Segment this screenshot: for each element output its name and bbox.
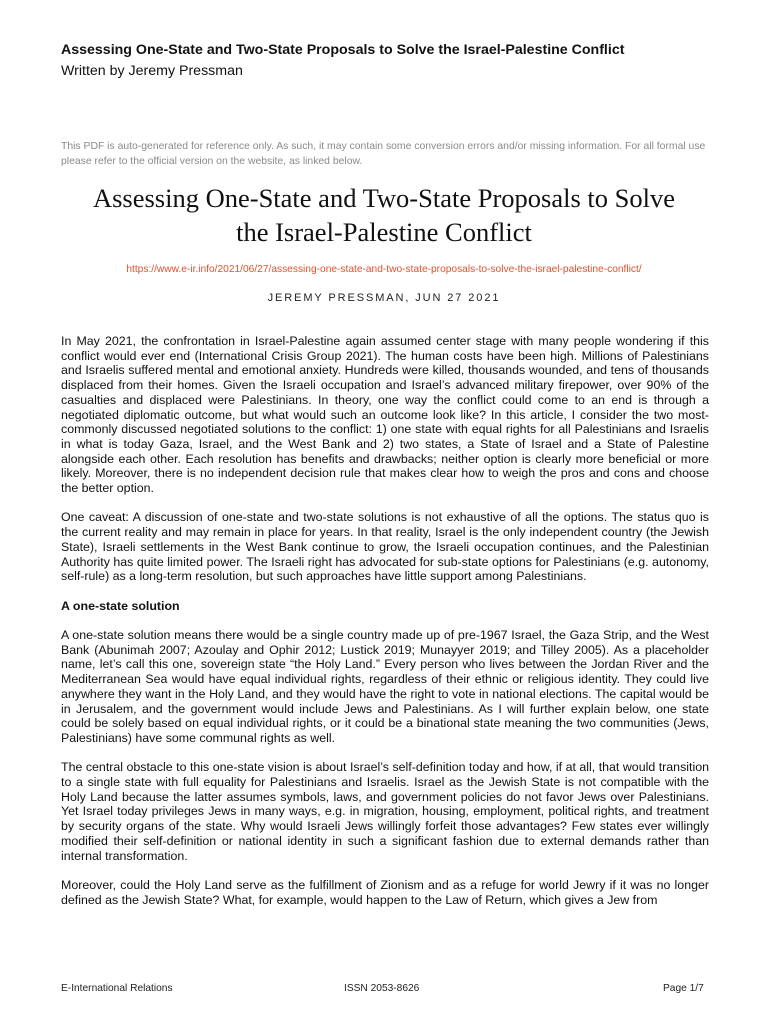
body-paragraph-2: One caveat: A discussion of one-state and two-state solutions is not exhaustive of all the options. The status quo is the current reality and may remain in place for years. In that reality, Israel is the only independent country (the Jewish State), Israeli settlements in the West Bank continue to grow, the Israeli occupation continues, and the Palestinian Authority has quite limited power. The Israeli right has advocated for sub-state options for Palestinians (e.g. autonomy, self-rule) as a long-term resolution, but such approaches have little support among Palestinians. — [61, 510, 709, 584]
body-paragraph-5: Moreover, could the Holy Land serve as the fulfillment of Zionism and as a refuge for world Jewry if it was no longer defined as the Jewish State? What, for example, would happen to the Law of Return, which gives a Jew from — [61, 877, 709, 907]
article-title — [40, 181, 728, 249]
body-paragraph-3: A one-state solution means there would be a single country made up of pre-1967 Israel, the Gaza Strip, and the West Bank (Abunimah 2007; Azoulay and Ophir 2012; Lustick 2019; Munayyer 2019; and Tilley 2005). As a placeholder name, let’s call this one, sovereign state “the Holy Land.” Every person who lives between the Jordan River and the Mediterranean Sea would have equal individual rights, regardless of their ethnic or religious identity. They could live anywhere they want in the Holy Land, and they would have the right to vote in national elections. The capital would be in Jerusalem, and the government would include Jews and Palestinians. As I will further explain below, one state could be solely based on equal individual rights, or it could be a binational state meaning the two communities (Jews, Palestinians) have some communal rights as well. — [61, 628, 709, 745]
article-url-link[interactable]: https://www.e-ir.info/2021/06/27/assessing-one-state-and-two-state-proposals-to-solve-the-israel-palestine-conflict/ — [126, 264, 642, 275]
header-title: Assessing One-State and Two-State Proposals to Solve the Israel-Palestine Conflict — [61, 42, 625, 58]
article-byline: JEREMY PRESSMAN, JUN 27 2021 — [267, 292, 501, 304]
footer-page-number: Page 1/7 — [663, 983, 704, 994]
disclaimer-note: This PDF is auto-generated for reference only. As such, it may contain some conversion errors and/or missing information. For all formal use please refer to the official version on the website, as linked below. — [61, 141, 706, 167]
body-paragraph-4: The central obstacle to this one-state vision is about Israel’s self-definition today and how, if at all, that would transition to a single state with full equality for Palestinians and Israelis. Israel as the Jewish State is not compatible with the Holy Land because the latter assumes symbols, laws, and government policies do not favor Jews over Palestinians. Yet Israel today privileges Jews in many ways, e.g. in migration, housing, employment, political rights, and treatment by security organs of the state. Why would Israeli Jews willingly forfeit those advantages? Few states ever willingly modified their self-definition or national identity in such a significant fashion due to external demands rather than internal transformation. — [61, 760, 709, 863]
section-heading: A one-state solution — [61, 598, 180, 613]
article-title-line-1: Assessing One-State and Two-State Proposals to Solve — [92, 183, 676, 213]
article-title-line-2: the Israel-Palestine Conflict — [236, 217, 532, 247]
article-body — [61, 334, 709, 922]
footer-publisher: E-International Relations — [61, 983, 173, 994]
body-paragraph-1: In May 2021, the confrontation in Israel-Palestine again assumed center stage with many people wondering if this conflict would ever end (International Crisis Group 2021). The human costs have been high. Millions of Palestinians and Israelis suffered mental and emotional anxiety. Hundreds were killed, thousands wounded, and tens of thousands displaced from their homes. Given the Israeli occupation and Israel’s advanced military firepower, over 90% of the casualties and displaced were Palestinians. In theory, one way the conflict could come to an end is through a negotiated diplomatic outcome, but what would such an outcome look like? In this article, I consider the two most-commonly discussed negotiated solutions to the conflict: 1) one state with equal rights for all Palestinians and Israelis in what is today Gaza, Israel, and the West Bank and 2) two states, a State of Israel and a State of Palestine alongside each other. Each resolution has benefits and drawbacks; neither option is clearly more beneficial or more likely. Moreover, there is no independent decision rule that makes clear how to weigh the pros and cons and choose the better option. — [61, 334, 709, 496]
footer-issn: ISSN 2053-8626 — [344, 983, 420, 994]
header-author: Written by Jeremy Pressman — [61, 63, 243, 79]
